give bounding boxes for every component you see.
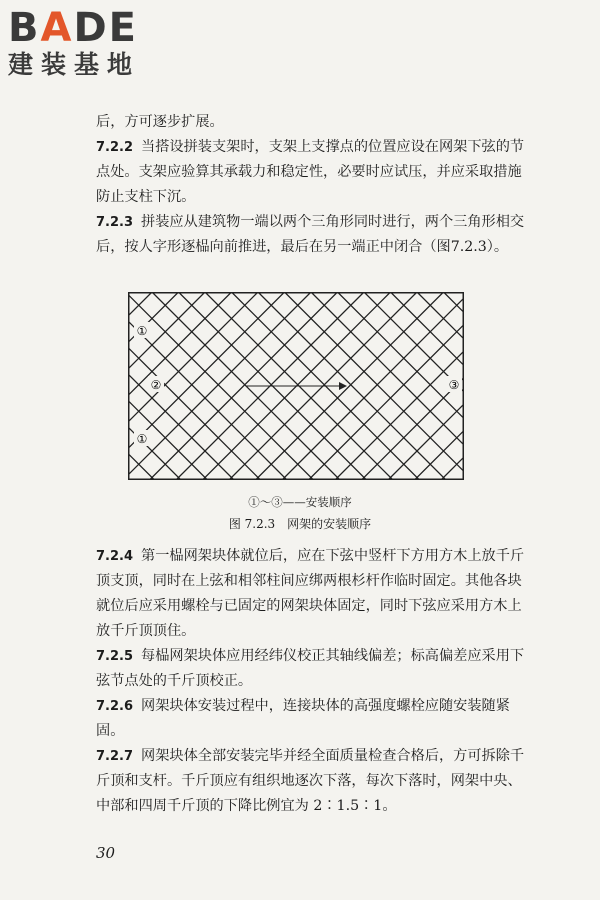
figure-legend: ①～③——安装顺序 <box>248 495 352 509</box>
paragraph-7-2-4: 7.2.4 第一榀网架块体就位后，应在下弦中竖杆下方用方木上放千斤顶支顶，同时在上弦和相邻柱间应绑两根杉杆作临时固定。其他各块就位后应采用螺栓与已固定的网架块体固定，同时下弦应采用方木上放千斤顶顶住。 <box>96 548 525 639</box>
grid-diagonal <box>128 292 261 480</box>
paragraph-7-2-7: 7.2.7 网架块体全部安装完毕并经全面质量检查合格后，方可拆除千斤顶和支杆。千斤顶应有组织地逐次下落，每次下落时，网架中央、中部和四周千斤顶的下降比例宜为 2∶1.5∶1。 <box>96 748 525 814</box>
marker-1-top: ① <box>136 324 148 338</box>
text-block-bottom <box>96 544 526 819</box>
marker-3: ③ <box>448 378 460 392</box>
logo-wordmark: BADE <box>8 5 138 51</box>
paragraph-7-2-3: 7.2.3 拼装应从建筑物一端以两个三角形同时进行，两个三角形相交后，按人字形逐榀向前推进，最后在另一端正中闭合（图7.2.3）。 <box>96 214 525 255</box>
text-block-top <box>96 110 526 260</box>
grid-figure <box>128 292 464 480</box>
figure-caption: 图 7.2.3 网架的安装顺序 <box>228 517 372 531</box>
logo-subtitle: 建装基地 <box>8 50 141 79</box>
paragraph-continuation: 后，方可逐步扩展。 <box>96 114 224 130</box>
paragraph-7-2-2: 7.2.2 当搭设拼装支架时，支架上支撑点的位置应设在网架下弦的节点处。支架应验算其承载力和稳定性，必要时应试压，并应采取措施防止支柱下沉。 <box>96 139 525 205</box>
marker-1-bottom: ① <box>136 432 148 446</box>
marker-2: ② <box>150 378 162 392</box>
logo <box>8 6 183 80</box>
paragraph-7-2-6: 7.2.6 网架块体安装过程中，连接块体的高强度螺栓应随安装随紧固。 <box>96 698 510 739</box>
page-number: 30 <box>96 844 116 862</box>
paragraph-7-2-5: 7.2.5 每榀网架块体应用经纬仪校正其轴线偏差；标高偏差应采用下弦节点处的千斤顶校正。 <box>96 648 525 689</box>
